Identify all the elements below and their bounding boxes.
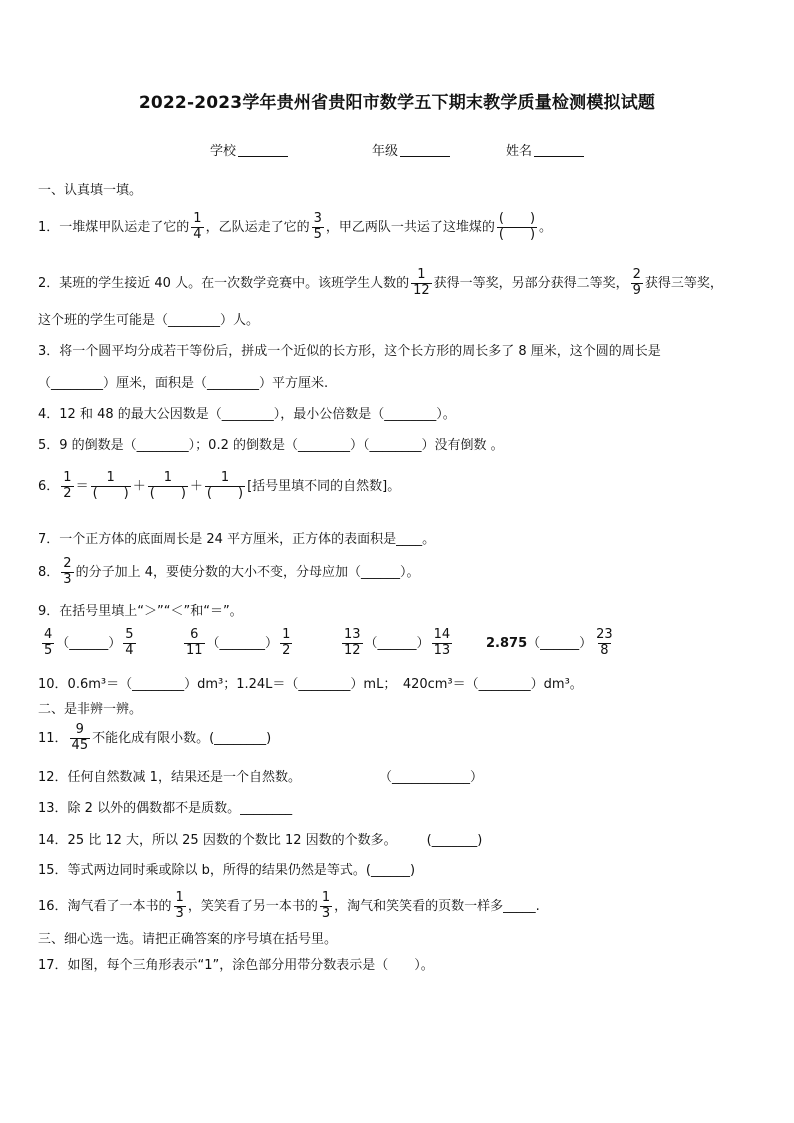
question-5[interactable]: 5．9 的倒数是（________）；0.2 的倒数是（________）（________）没有倒数 。	[38, 438, 504, 453]
q2-text-b: 获得一等奖，另部分获得二等奖，	[433, 275, 629, 291]
q12-text: 12．任何自然数减 1，结果还是一个自然数。	[38, 770, 301, 785]
denominator: 12	[413, 282, 430, 298]
question-15[interactable]: 15．等式两边同时乘或除以 b，所得的结果仍然是等式。(______)	[38, 863, 416, 878]
grade-label: 年级	[372, 144, 399, 159]
denominator: 45	[71, 737, 89, 753]
school-field[interactable]	[210, 140, 288, 159]
q6-answer-fraction-3[interactable]	[205, 471, 245, 502]
denominator: 3	[175, 905, 184, 921]
q1-fraction-2	[312, 212, 324, 243]
q12-blank[interactable]: （____________）	[378, 770, 483, 785]
numerator: 1	[417, 267, 426, 282]
q8-text[interactable]: 的分子加上 4，要使分数的大小不变，分母应加（______）。	[75, 564, 420, 580]
compare-blank[interactable]: （______）	[364, 635, 430, 651]
q11-fraction	[70, 723, 91, 754]
numerator: 23	[596, 627, 613, 642]
q11-text[interactable]: 不能化成有限小数。(________)	[92, 730, 272, 746]
numerator: 1	[106, 470, 115, 485]
q6-text-tail: [括号里填不同的自然数]。	[247, 478, 401, 494]
q16-fraction-2	[320, 891, 332, 922]
compare-item-3	[340, 628, 454, 659]
numerator: 14	[433, 627, 451, 642]
q6-answer-fraction-2[interactable]	[148, 471, 188, 502]
numerator: 9	[75, 722, 84, 737]
q8-label: 8．	[38, 564, 60, 580]
denominator: 2	[282, 642, 291, 658]
question-6	[38, 471, 400, 502]
question-3-line-1: 3．将一个圆平均分成若干等份后，拼成一个近似的长方形，这个长方形的周长多了 8 厘米，这个圆的周长是	[38, 344, 661, 359]
left-fraction	[184, 628, 205, 659]
question-13[interactable]: 13．除 2 以外的偶数都不是质数。________	[38, 801, 293, 816]
numerator: 4	[44, 627, 53, 642]
denominator: 4	[125, 642, 134, 658]
section-3-heading: 三、细心选一选。请把正确答案的序号填在括号里。	[38, 932, 338, 947]
question-12	[38, 770, 483, 786]
numerator: 6	[190, 627, 199, 642]
right-fraction	[432, 628, 453, 659]
numerator: 1	[321, 890, 331, 905]
plus-sign: ＋	[132, 478, 146, 494]
q2-text-c: 获得三等奖，	[644, 275, 723, 291]
q1-text-b: ，乙队运走了它的	[205, 219, 310, 235]
name-label: 姓名	[506, 144, 533, 159]
question-4[interactable]: 4．12 和 48 的最大公因数是（________），最小公倍数是（________）。	[38, 407, 456, 422]
numerator: 3	[313, 211, 322, 226]
school-blank[interactable]	[238, 156, 288, 157]
denominator: 8	[600, 642, 609, 658]
q6-answer-fraction-1[interactable]	[91, 471, 131, 502]
school-label: 学校	[210, 144, 237, 159]
equals-sign: ＝	[75, 478, 89, 494]
q16-fraction-1	[174, 891, 186, 922]
denominator: 2	[63, 485, 72, 501]
numerator: 13	[344, 627, 361, 642]
compare-blank[interactable]: （______）	[527, 635, 593, 651]
answer-denominator[interactable]: ( )	[498, 226, 536, 242]
q1-answer-fraction[interactable]	[497, 212, 537, 243]
question-17[interactable]: 17．如图，每个三角形表示“1”，涂色部分用带分数表示是（ ）。	[38, 958, 434, 973]
left-fraction	[342, 628, 363, 659]
q14-text: 14．25 比 12 大，所以 25 因数的个数比 12 因数的个数多。	[38, 833, 397, 848]
answer-denominator[interactable]: ( )	[206, 485, 244, 501]
left-value: 2.875	[486, 635, 528, 651]
q2-fraction-2	[631, 268, 643, 299]
question-16	[38, 891, 540, 922]
question-1	[38, 212, 552, 243]
question-14	[38, 833, 482, 849]
denominator: 5	[44, 642, 53, 658]
q1-text-a: 1．一堆煤甲队运走了它的	[38, 219, 190, 235]
question-9: 9．在括号里填上“＞”“＜”和“＝”。	[38, 604, 243, 619]
q8-fraction	[61, 557, 73, 588]
question-8	[38, 557, 419, 588]
q16-text-c[interactable]: ，淘气和笑笑看的页数一样多_____.	[334, 898, 540, 914]
q6-label: 6．	[38, 478, 60, 494]
numerator: 5	[125, 627, 134, 642]
numerator: 2	[63, 556, 72, 571]
grade-blank[interactable]	[400, 156, 450, 157]
compare-item-1	[40, 628, 138, 659]
page-title: 2022-2023学年贵州省贵阳市数学五下期末教学质量检测模拟试题	[138, 93, 656, 113]
numerator: 1	[163, 470, 172, 485]
numerator: 1	[220, 470, 230, 485]
left-fraction	[42, 628, 54, 659]
question-11	[38, 723, 271, 754]
question-2	[38, 268, 723, 299]
compare-item-4	[486, 628, 617, 659]
section-1-heading: 一、认真填一填。	[38, 183, 143, 198]
question-7[interactable]: 7．一个正方体的底面周长是 24 平方厘米，正方体的表面积是____。	[38, 532, 436, 547]
question-3-line-2[interactable]: （________）厘米，面积是（________）平方厘米.	[38, 376, 329, 391]
denominator: 11	[186, 642, 203, 658]
plus-sign: ＋	[189, 478, 203, 494]
name-blank[interactable]	[534, 156, 584, 157]
numerator: 1	[193, 211, 202, 226]
name-field[interactable]	[506, 140, 584, 159]
denominator: 3	[63, 571, 72, 587]
answer-denominator[interactable]: ( )	[149, 485, 186, 501]
grade-field[interactable]	[372, 140, 450, 159]
numerator: 1	[175, 890, 184, 905]
compare-item-2	[182, 628, 294, 659]
right-fraction	[594, 628, 615, 659]
q6-fraction-half	[61, 471, 73, 502]
right-fraction	[123, 628, 135, 659]
answer-numerator[interactable]: ( )	[498, 211, 536, 226]
denominator: 4	[193, 226, 202, 242]
denominator: 13	[433, 642, 451, 658]
denominator: 5	[313, 226, 322, 242]
denominator: 3	[321, 905, 331, 921]
denominator: 12	[344, 642, 361, 658]
q2-text-a: 2．某班的学生接近 40 人。在一次数学竞赛中。该班学生人数的	[38, 275, 410, 291]
right-fraction	[280, 628, 292, 659]
q1-fraction-1	[191, 212, 203, 243]
q2-fraction-1	[411, 268, 432, 299]
answer-denominator[interactable]: ( )	[92, 485, 129, 501]
compare-blank[interactable]: （______）	[56, 635, 122, 651]
q16-text-b: ，笑笑看了另一本书的	[187, 898, 318, 914]
question-10[interactable]: 10．0.6m³＝（________）dm³；1.24L＝（________）mL； 420cm³＝（________）dm³。	[38, 677, 583, 692]
compare-blank[interactable]: （_______）	[206, 635, 279, 651]
q1-text-d: 。	[539, 219, 553, 235]
numerator: 2	[632, 267, 641, 282]
q16-text-a: 16．淘气看了一本书的	[38, 898, 172, 914]
q1-text-c: ，甲乙两队一共运了这堆煤的	[325, 219, 495, 235]
denominator: 9	[632, 282, 641, 298]
q11-label: 11．	[38, 730, 68, 746]
numerator: 1	[282, 627, 291, 642]
numerator: 1	[63, 470, 72, 485]
section-2-heading: 二、是非辨一辨。	[38, 702, 143, 717]
question-2-line-2[interactable]: 这个班的学生可能是（________）人。	[38, 313, 260, 328]
q14-blank[interactable]: (_______)	[426, 833, 483, 848]
